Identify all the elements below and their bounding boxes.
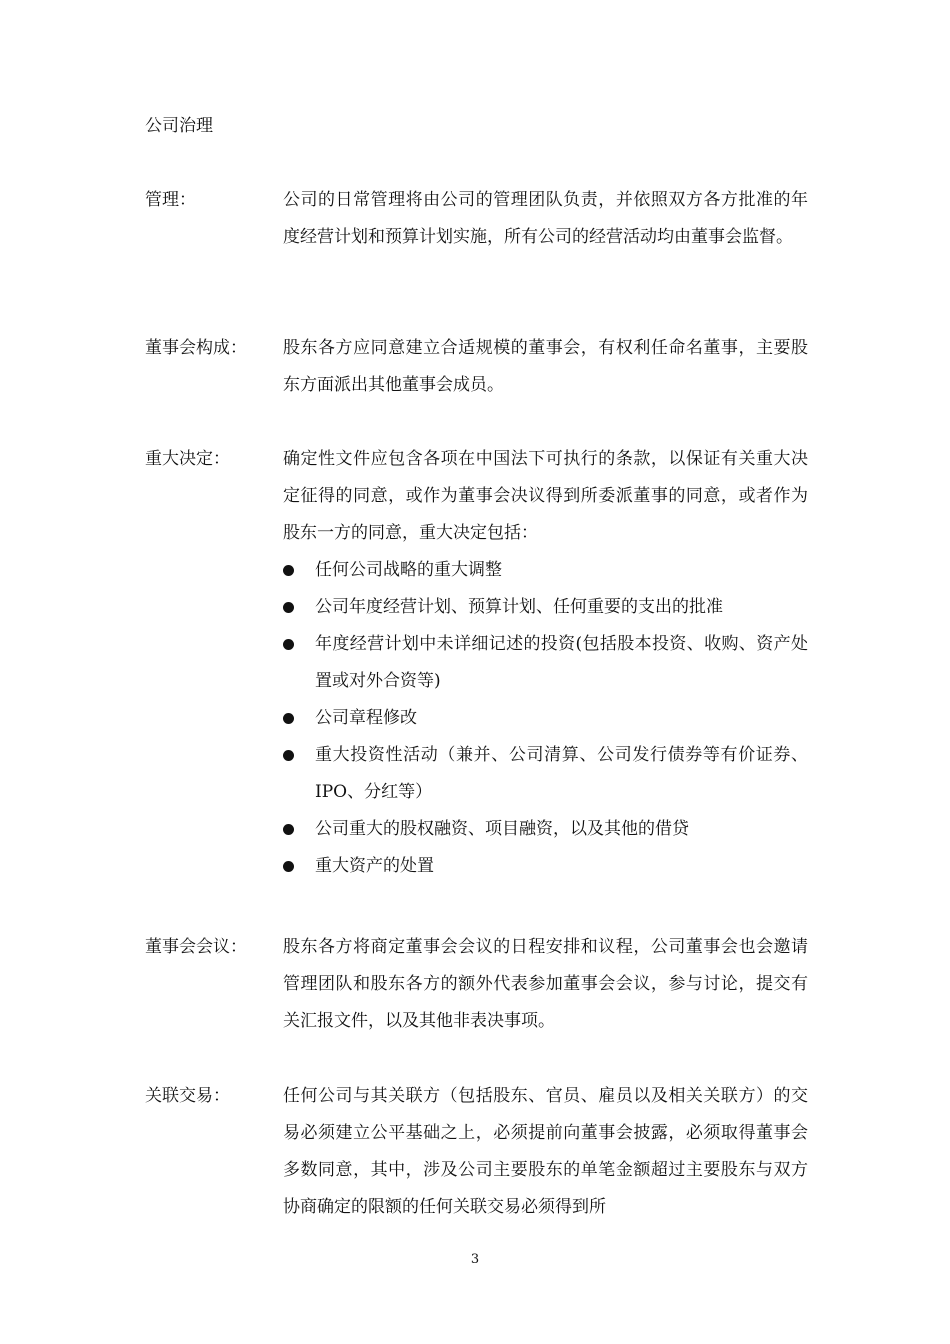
bullet-icon bbox=[283, 713, 294, 724]
list-item-text: 重大资产的处置 bbox=[315, 856, 434, 876]
list-item bbox=[283, 811, 808, 848]
list-item-text: 任何公司战略的重大调整 bbox=[315, 560, 502, 580]
list-item-text: 年度经营计划中未详细记述的投资(包括股本投资、收购、资产处置或对外合资等) bbox=[315, 634, 808, 691]
clause-text bbox=[283, 330, 808, 404]
clause-term: 重大决定： bbox=[145, 449, 230, 469]
clause-paragraph: 公司的日常管理将由公司的管理团队负责，并依照双方各方批准的年度经营计划和预算计划实施，所有公司的经营活动均由董事会监督。 bbox=[283, 190, 808, 247]
list-item-text: 公司重大的股权融资、项目融资，以及其他的借贷 bbox=[315, 819, 689, 839]
clause-text bbox=[283, 929, 808, 1040]
list-item bbox=[283, 700, 808, 737]
list-item-text: 重大投资性活动（兼并、公司清算、公司发行债券等有价证券、IPO、分红等） bbox=[315, 745, 808, 802]
list-item bbox=[283, 552, 808, 589]
section-title: 公司治理 bbox=[145, 116, 213, 136]
clause-paragraph: 任何公司与其关联方（包括股东、官员、雇员以及相关关联方）的交易必须建立公平基础之上，必须提前向董事会披露，必须取得董事会多数同意，其中，涉及公司主要股东的单笔金额超过主要股东与双方协商确定的限额的任何关联交易必须得到所 bbox=[283, 1086, 808, 1217]
list-item bbox=[283, 589, 808, 626]
list-item bbox=[283, 737, 808, 811]
clause-text bbox=[283, 182, 808, 256]
page-number: 3 bbox=[470, 1252, 480, 1267]
bullet-icon bbox=[283, 565, 294, 576]
clause-term: 管理： bbox=[145, 190, 196, 210]
list-item bbox=[283, 848, 808, 885]
clause-term: 关联交易： bbox=[145, 1086, 230, 1106]
bullet-icon bbox=[283, 861, 294, 872]
list-item-text: 公司章程修改 bbox=[315, 708, 417, 728]
clause-paragraph: 股东各方将商定董事会会议的日程安排和议程，公司董事会也会邀请管理团队和股东各方的额外代表参加董事会会议，参与讨论，提交有关汇报文件，以及其他非表决事项。 bbox=[283, 937, 808, 1031]
list-item-text: 公司年度经营计划、预算计划、任何重要的支出的批准 bbox=[315, 597, 723, 617]
clause-text bbox=[283, 1078, 808, 1226]
major-decisions-list bbox=[283, 552, 808, 885]
bullet-icon bbox=[283, 750, 294, 761]
bullet-icon bbox=[283, 824, 294, 835]
clause-term: 董事会构成： bbox=[145, 338, 247, 358]
clause-paragraph: 确定性文件应包含各项在中国法下可执行的条款，以保证有关重大决定征得的同意，或作为董事会决议得到所委派董事的同意，或者作为股东一方的同意，重大决定包括： bbox=[283, 449, 808, 543]
list-item bbox=[283, 626, 808, 700]
clause-text bbox=[283, 441, 808, 885]
bullet-icon bbox=[283, 602, 294, 613]
bullet-icon bbox=[283, 639, 294, 650]
clause-paragraph: 股东各方应同意建立合适规模的董事会，有权利任命名董事，主要股东方面派出其他董事会成员。 bbox=[283, 338, 808, 395]
clause-term: 董事会会议： bbox=[145, 937, 247, 957]
